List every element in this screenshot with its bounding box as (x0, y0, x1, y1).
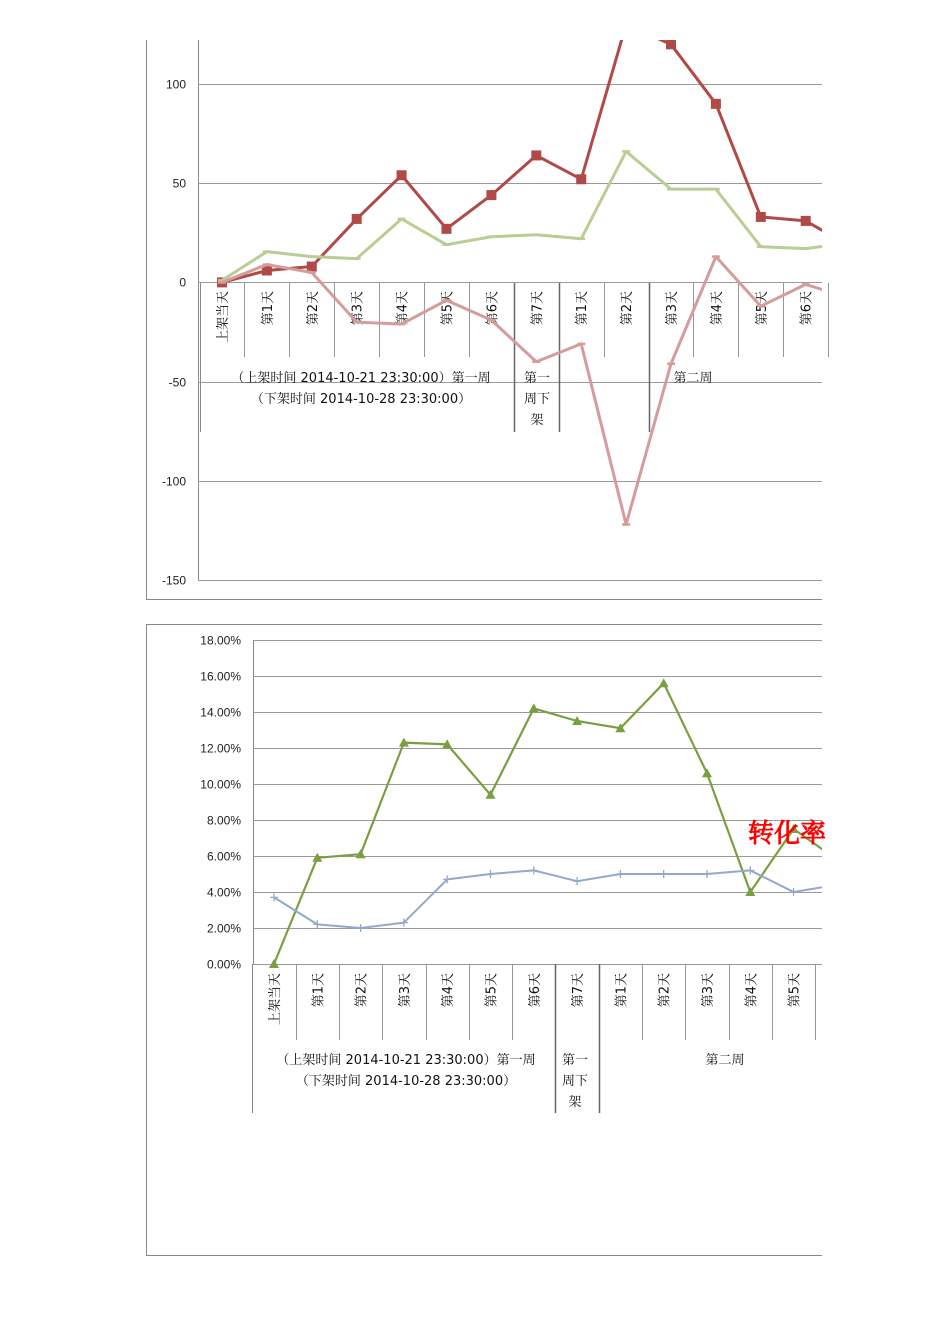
data-point (530, 866, 538, 874)
x-tick-label: 第3天 (397, 973, 413, 1008)
x-tick-label: 第6天 (485, 291, 501, 326)
data-point (846, 242, 856, 252)
x-tick-label: 第5天 (440, 291, 456, 326)
x-tick-label: 第3天 (350, 291, 366, 326)
data-point (307, 262, 317, 272)
y-tick-label: 12.00% (200, 741, 241, 756)
x-tick-label: 第4天 (395, 291, 411, 326)
y-tick-label: 6.00% (206, 849, 241, 864)
data-point (666, 39, 676, 49)
chart-1-y-tick-labels (162, 78, 186, 588)
y-tick-label: 0 (179, 275, 186, 290)
group-label: （上架时间 2014-10-21 23:30:00）第一周 (231, 371, 491, 386)
data-point (442, 224, 452, 234)
chart-2-category-axis (253, 964, 816, 1113)
data-point (486, 190, 496, 200)
x-tick-label: 第3天 (665, 291, 680, 326)
y-tick-label: -100 (161, 474, 186, 489)
data-point (702, 768, 712, 777)
x-tick-label: 第6天 (527, 973, 543, 1008)
data-point (487, 870, 495, 878)
data-point (790, 888, 798, 896)
series-line (274, 870, 837, 928)
x-tick-label: 第2天 (354, 973, 370, 1008)
y-tick-label: -50 (168, 375, 186, 390)
conversion-rate-annotation: 转化率 (748, 819, 827, 849)
x-tick-label: 第5天 (754, 291, 770, 326)
x-tick-label: 第5天 (787, 973, 803, 1008)
data-point (711, 99, 721, 109)
x-tick-label: 第1天 (311, 973, 327, 1008)
x-tick-label: 第2天 (305, 291, 321, 326)
group-label: 周下 (523, 392, 551, 407)
data-point (756, 212, 766, 222)
data-point (573, 877, 581, 885)
y-tick-label: 100 (165, 77, 186, 92)
group-label: 第二周 (673, 371, 713, 386)
y-tick-label: -150 (161, 573, 186, 588)
data-point (703, 870, 711, 878)
group-label: 第一 (561, 1053, 589, 1068)
group-label: 架 (568, 1095, 582, 1110)
data-point (660, 870, 668, 878)
x-tick-label: 第1天 (614, 973, 630, 1008)
group-label: （下架时间 2014-10-28 23:30:00） (295, 1074, 517, 1089)
group-label: （上架时间 2014-10-21 23:30:00）第一周 (276, 1053, 536, 1068)
data-point (891, 222, 901, 232)
y-tick-label: 50 (172, 176, 186, 191)
data-point (576, 174, 586, 184)
x-tick-label: 第2天 (620, 291, 636, 326)
data-point (531, 150, 541, 160)
x-tick-label: 第2天 (657, 973, 673, 1008)
x-tick-label: 第4天 (441, 973, 457, 1008)
x-tick-label: 第6天 (799, 291, 815, 326)
chart-1 (0, 0, 950, 610)
y-tick-label: 16.00% (200, 669, 241, 684)
y-tick-label: 4.00% (206, 885, 241, 900)
y-tick-label: 14.00% (200, 705, 241, 720)
x-tick-label: 上架当天 (268, 973, 283, 1026)
data-point (397, 170, 407, 180)
data-point (357, 924, 365, 932)
group-label: 第二周 (705, 1053, 745, 1068)
chart-2-gridlines (253, 641, 822, 965)
group-label: 周下 (561, 1074, 589, 1089)
chart-1-series (217, 19, 901, 524)
data-point (801, 216, 811, 226)
x-tick-label: 上架当天 (216, 291, 231, 344)
x-tick-label: 第4天 (744, 973, 760, 1008)
x-tick-label: 第5天 (484, 973, 500, 1008)
data-point (833, 881, 841, 889)
x-tick-label: 第1天 (260, 291, 276, 326)
y-tick-label: 18.00% (200, 633, 241, 648)
data-point (529, 703, 539, 712)
data-point (269, 959, 279, 968)
group-label: （下架时间 2014-10-28 23:30:00） (250, 392, 472, 407)
data-point (659, 678, 669, 687)
group-label: 架 (530, 413, 544, 428)
group-label: 第一 (523, 371, 551, 386)
series-line (222, 24, 896, 282)
x-tick-label: 第7天 (571, 973, 587, 1008)
data-point (832, 855, 842, 864)
chart-2 (0, 610, 950, 1344)
chart-1-category-axis (201, 283, 829, 432)
x-tick-label: 第1天 (575, 291, 591, 326)
data-point (616, 870, 624, 878)
y-tick-label: 0.00% (206, 957, 241, 972)
y-tick-label: 10.00% (200, 777, 241, 792)
data-point (621, 19, 631, 29)
x-tick-label: 第4天 (709, 291, 725, 326)
chart-1-gridlines (198, 85, 822, 581)
chart-2-y-tick-labels (200, 634, 241, 972)
y-tick-label: 8.00% (206, 813, 241, 828)
data-point (352, 214, 362, 224)
y-tick-label: 2.00% (206, 921, 241, 936)
x-tick-label: 第7天 (530, 291, 546, 326)
x-tick-label: 第3天 (701, 973, 716, 1008)
data-point (746, 866, 754, 874)
